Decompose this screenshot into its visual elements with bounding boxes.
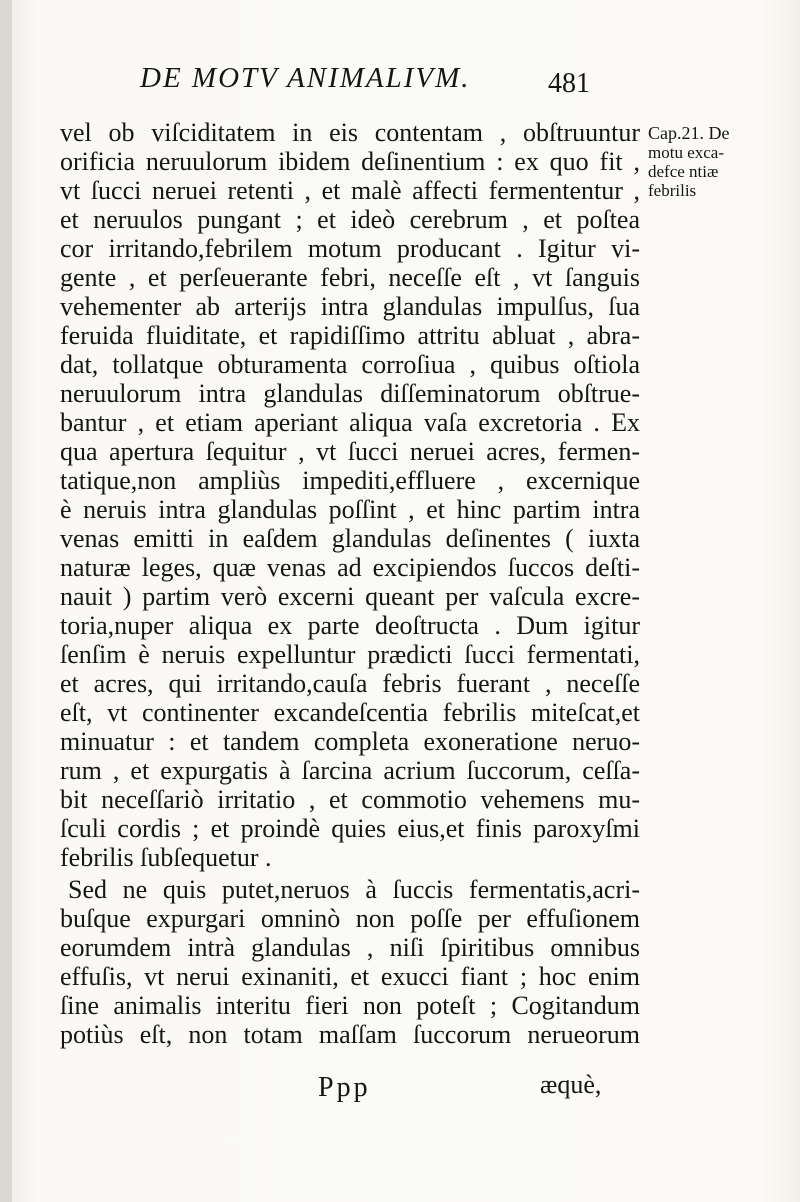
text-line: vt ſucci neruei retenti , et malè affecti fermententur , — [60, 176, 640, 205]
margin-note — [648, 124, 798, 200]
text-line: neruulorum intra glandulas diſſeminatorum obſtrue- — [60, 379, 640, 408]
running-header: DE MOTV ANIMALIVM. — [140, 62, 471, 94]
paragraph-end-line: febrilis ſubſequetur . — [60, 843, 272, 872]
text-line: eorumdem intrà glandulas , niſi ſpiritibus omnibus — [60, 933, 640, 962]
text-line: feruida fluiditate, et rapidiſſimo attritu abluat , abra- — [60, 321, 640, 350]
catchword: æquè, — [540, 1070, 602, 1099]
text-line: naturæ leges, quæ venas ad excipiendos ſuccos deſti- — [60, 553, 640, 582]
text-line: ſenſim è neruis expelluntur prædicti ſucci fermentati, — [60, 640, 640, 669]
text-line: orificia neruulorum ibidem deſinentium : ex quo fit , — [60, 147, 640, 176]
text-line: tatique,non ampliùs impediti,effluere , excernique — [60, 466, 640, 495]
text-line: effuſis, vt nerui exinaniti, et exucci fiant ; hoc enim — [60, 962, 640, 991]
text-line: qua apertura ſequitur , vt ſucci neruei acres, fermen- — [60, 437, 640, 466]
text-line: eſt, vt continenter excandeſcentia febrilis miteſcat,et — [60, 698, 640, 727]
text-line: toria,nuper aliqua ex parte deoſtructa . Dum igitur — [60, 611, 640, 640]
margin-note-line: defce ntiæ — [648, 162, 719, 181]
text-line: è neruis intra glandulas poſſint , et hinc partim intra — [60, 495, 640, 524]
text-line: bit neceſſariò irritatio , et commotio vehemens mu- — [60, 785, 640, 814]
text-line: et acres, qui irritando,cauſa febris fuerant , neceſſe — [60, 669, 640, 698]
page-gutter-shadow — [0, 0, 12, 1202]
margin-note-line: motu exca- — [648, 143, 724, 162]
text-line: ſine animalis interitu fieri non poteſt ; Cogitandum — [60, 991, 640, 1020]
text-line: cor irritando,febrilem motum producant . Igitur vi- — [60, 234, 640, 263]
main-text-block — [60, 118, 640, 1049]
text-line: potiùs eſt, non totam maſſam ſuccorum nerueorum — [60, 1020, 640, 1049]
text-line: ſculi cordis ; et proindè quies eius,et finis paroxyſmi — [60, 814, 640, 843]
text-line: nauit ) partim verò excerni queant per vaſcula excre- — [60, 582, 640, 611]
text-line: et neruulos pungant ; et ideò cerebrum , et poſtea — [60, 205, 640, 234]
text-line: venas emitti in eaſdem glandulas deſinentes ( iuxta — [60, 524, 640, 553]
text-line: buſque expurgari omninò non poſſe per effuſionem — [60, 904, 640, 933]
paragraph-start-line: Sed ne quis putet,neruos à ſuccis fermentatis,acri- — [68, 875, 640, 904]
text-line: gente , et perſeuerante febri, neceſſe eſt , vt ſanguis — [60, 263, 640, 292]
margin-note-line: febrilis — [648, 181, 697, 200]
text-line: minuatur : et tandem completa exoneratione neruo- — [60, 727, 640, 756]
text-line: vehementer ab arterijs intra glandulas impulſus, ſua — [60, 292, 640, 321]
signature-mark: Ppp — [318, 1072, 371, 1103]
text-line: dat, tollatque obturamenta corroſiua , quibus oſtiola — [60, 350, 640, 379]
text-line: rum , et expurgatis à ſarcina acrium ſuccorum, ceſſa- — [60, 756, 640, 785]
margin-note-line: Cap.21. De — [648, 123, 730, 143]
text-line: bantur , et etiam aperiant aliqua vaſa excretoria . Ex — [60, 408, 640, 437]
page-number: 481 — [548, 68, 590, 99]
text-line: vel ob viſciditatem in eis contentam , obſtruuntur — [60, 118, 640, 147]
